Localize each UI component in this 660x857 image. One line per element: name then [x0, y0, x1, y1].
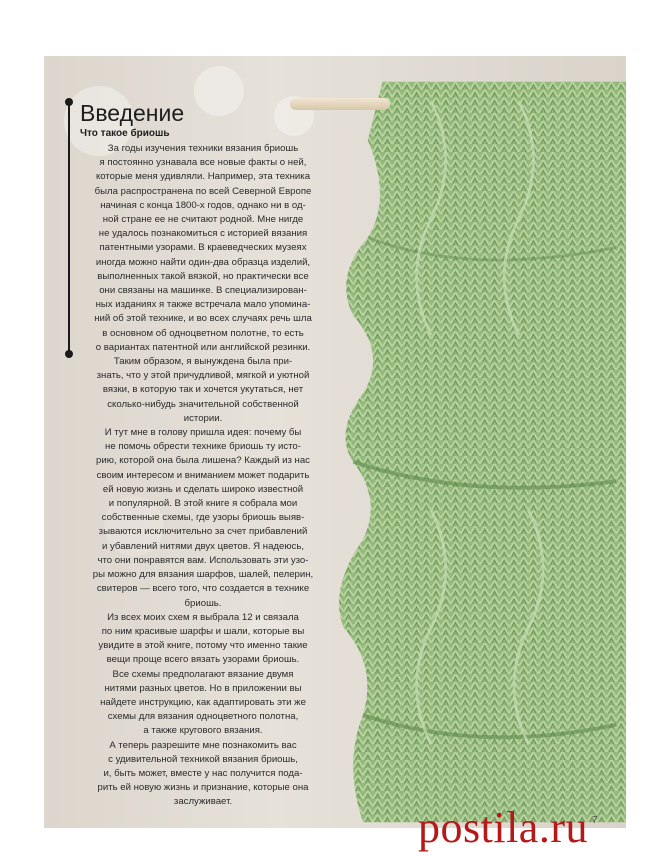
accent-rule-dot-bottom [65, 350, 73, 358]
paragraph: А теперь разрешите мне познакомить вас с удивительной техникой вязания бриошь, и, быть может, вместе у нас получится пода- рить ей новую жизнь и признание, которые она заслуживает. [97, 739, 309, 808]
postila-watermark: postila.ru [418, 803, 588, 852]
page-number: 7 [592, 815, 598, 826]
article-subtitle: Что такое бриошь [80, 128, 170, 139]
paragraph: И тут мне в голову пришла идея: почему бы не помочь обрести технике бриошь ту исто- рию, которой она была лишена? Каждый из нас своим интересом и вниманием может подарить ей новую жизнь и сделать широко известной и популярной. В этой книге я собрала мои собственные схемы, где узоры бриошь выяв- зываются исключительно за счет прибавлений и убавлений нитями двух цветов. Я надеюсь, что они понравятся вам. Использовать эти узо- ры можно для вязания шарфов, шалей, пелерин, свитеров — всего того, что создается в технике бриошь. [92, 427, 314, 609]
accent-rule [68, 100, 70, 354]
paragraph: Все схемы предполагают вязание двумя нитями разных цветов. Но в приложении вы найдете инструкцию, как адаптировать эти же схемы для вязания одноцветного полотна, а также кругового вязания. [100, 668, 306, 737]
article-body [75, 100, 331, 810]
paragraph: За годы изучения техники вязания бриошь я постоянно узнавала все новые факты о ней, которые меня удивляли. Например, эта техника была распространена по всей Северной Европе начиная с конца 1800-х годов, однако ни в од- ной стране ее не считают родной. Мне нигде не удалось познакомиться с историей вязания патентными узорами. В краеведческих музеях иногда можно найти один-два образца изделий, выполненных такой вязкой, но практически все они связаны на машинке. В специализирован- ных изданиях я также встречала мало упомина- ний об этой технике, и во всех случаях речь шла в основном об одноцветном полотне, то есть о вариантах патентной или английской резинки. [94, 143, 312, 353]
paragraph: Из всех моих схем я выбрала 12 и связала по ним красивые шарфы и шали, которые вы увидите в этой книге, потому что именно такие вещи проще всего вязать узорами бриошь. [98, 611, 308, 666]
accent-rule-dot-top [65, 98, 73, 106]
paragraph: Таким образом, я вынуждена была при- знать, что у этой причудливой, мягкой и уютной вязки, в которую так и хочется укутаться, нет сколько-нибудь значительной собственной истории. [96, 356, 310, 424]
knitted-scarf-photo [324, 76, 626, 828]
article-title: Введение [80, 100, 185, 126]
